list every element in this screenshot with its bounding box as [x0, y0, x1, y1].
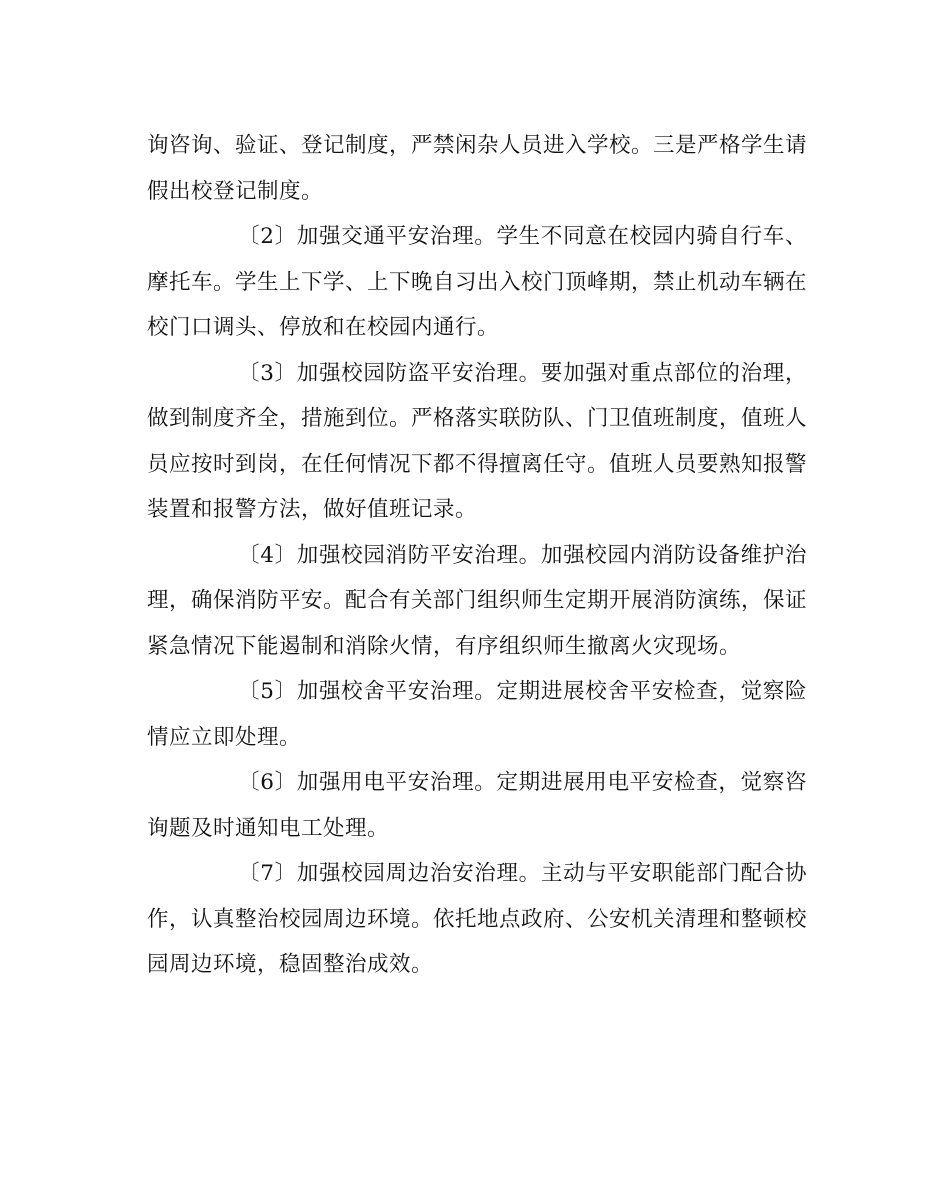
paragraph-surroundings-security: 〔7〕加强校园周边治安治理。主动与平安职能部门配合协作，认真整治校园周边环境。依托地点政府、公安机关清理和整顿校园周边环境，稳固整治成效。 — [147, 861, 808, 977]
paragraph-fire-safety: 〔4〕加强校园消防平安治理。加强校园内消防设备维护治理，确保消防平安。配合有关部门组织师生定期开展消防演练，保证紧急情况下能遏制和消除火情，有序组织师生撤离火灾现场。 — [147, 542, 808, 659]
paragraph-traffic-safety: 〔2〕加强交通平安治理。学生不同意在校园内骑自行车、摩托车。学生上下学、上下晚自习出入校门顶峰期，禁止机动车辆在校门口调头、停放和在校园内通行。 — [147, 224, 808, 340]
document-body — [147, 123, 807, 988]
paragraph-theft-prevention: 〔3〕加强校园防盗平安治理。要加强对重点部位的治理，做到制度齐全，措施到位。严格落实联防队、门卫值班制度，值班人员应按时到岗，在任何情况下都不得擅离任守。值班人员要熟知报警装置和报警方法，做好值班记录。 — [147, 360, 808, 522]
paragraph-continued: 询咨询、验证、登记制度，严禁闲杂人员进入学校。三是严格学生请假出校登记制度。 — [147, 133, 808, 204]
paragraph-building-safety: 〔5〕加强校舍平安治理。定期进展校舍平安检查，觉察险情应立即处理。 — [147, 679, 807, 750]
paragraph-electrical-safety: 〔6〕加强用电平安治理。定期进展用电平安检查，觉察咨询题及时通知电工处理。 — [147, 770, 807, 841]
